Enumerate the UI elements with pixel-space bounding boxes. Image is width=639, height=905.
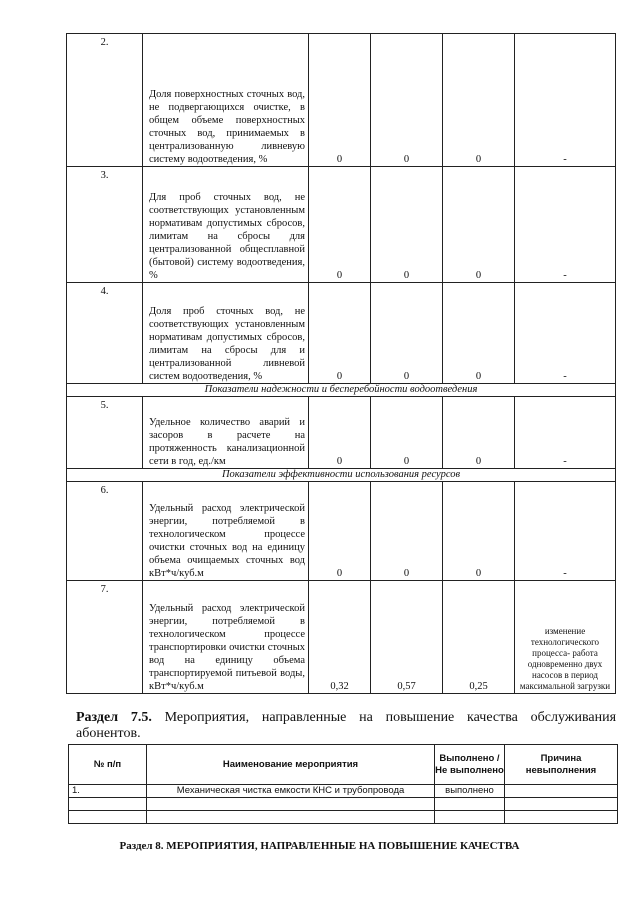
value-cell: 0 bbox=[371, 167, 443, 283]
value-cell: 0 bbox=[443, 34, 515, 167]
measure-reason bbox=[505, 785, 618, 798]
measures-table bbox=[68, 744, 618, 824]
empty-cell bbox=[505, 798, 618, 811]
table-row bbox=[67, 283, 616, 384]
table-row bbox=[67, 581, 616, 694]
reason-cell: - bbox=[515, 482, 616, 581]
value-cell: 0 bbox=[443, 167, 515, 283]
empty-cell bbox=[435, 811, 505, 824]
empty-cell bbox=[147, 811, 435, 824]
indicator-description: Доля проб сточных вод, не соответствующих установленным нормативам допустимых сбросов, лимитам на сбросы для и централизованной ливневой систем водоотведения, % bbox=[143, 283, 309, 384]
reason-cell: - bbox=[515, 34, 616, 167]
measure-status: выполнено bbox=[435, 785, 505, 798]
value-cell: 0 bbox=[443, 283, 515, 384]
table-row bbox=[69, 811, 618, 824]
value-cell: 0 bbox=[309, 482, 371, 581]
empty-cell bbox=[69, 798, 147, 811]
row-number: 6. bbox=[67, 482, 143, 581]
row-number: 3. bbox=[67, 167, 143, 283]
reason-cell: - bbox=[515, 167, 616, 283]
indicator-description: Удельный расход электрической энергии, потребляемой в технологическом процессе очистки сточных вод на единицу объема очищаемых сточных вод кВт*ч/куб.м bbox=[143, 482, 309, 581]
row-number: 4. bbox=[67, 283, 143, 384]
row-number: 1. bbox=[69, 785, 147, 798]
value-cell: 0 bbox=[443, 482, 515, 581]
table-row bbox=[69, 785, 618, 798]
reason-cell: изменение технологического процесса- работа одновременно двух насосов в период максимальной загрузки bbox=[515, 581, 616, 694]
section-row bbox=[67, 384, 616, 397]
header-done: Выполнено / Не выполнено bbox=[435, 745, 505, 785]
header-name: Наименование мероприятия bbox=[147, 745, 435, 785]
row-number: 7. bbox=[67, 581, 143, 694]
header-reason: Причина невыполнения bbox=[505, 745, 618, 785]
value-cell: 0 bbox=[443, 397, 515, 469]
reason-cell: - bbox=[515, 283, 616, 384]
section-label: Раздел 7.5. bbox=[76, 710, 152, 725]
section-text: Мероприятия, направленные на повышение качества обслуживания абонентов. bbox=[76, 710, 617, 741]
indicator-description: Для проб сточных вод, не соответствующих установленным нормативам допустимых сбросов, лимитам на сбросы для централизованной общесплавной (бытовой) систему водоотведения, % bbox=[143, 167, 309, 283]
section-7-5-heading bbox=[76, 710, 616, 742]
measure-name: Механическая чистка емкости КНС и трубопровода bbox=[147, 785, 435, 798]
value-cell: 0 bbox=[371, 283, 443, 384]
empty-cell bbox=[505, 811, 618, 824]
reason-cell: - bbox=[515, 397, 616, 469]
value-cell: 0 bbox=[309, 34, 371, 167]
table-row bbox=[67, 397, 616, 469]
value-cell: 0 bbox=[309, 397, 371, 469]
table-row bbox=[69, 798, 618, 811]
value-cell: 0,25 bbox=[443, 581, 515, 694]
value-cell: 0 bbox=[309, 167, 371, 283]
indicator-description: Удельный расход электрической энергии, потребляемой в технологическом процессе транспортировки очистки сточных вод на единицу объема транспортируемой питьевой воды, кВт*ч/куб.м bbox=[143, 581, 309, 694]
value-cell: 0 bbox=[309, 283, 371, 384]
section-heading-efficiency: Показатели эффективности использования ресурсов bbox=[67, 469, 616, 482]
indicator-description: Доля поверхностных сточных вод, не подвергающихся очистке, в общем объеме поверхностных сточных вод, принимаемых в централизованную ливневую систему водоотведения, % bbox=[143, 34, 309, 167]
table-row bbox=[67, 482, 616, 581]
table-row bbox=[67, 34, 616, 167]
row-number: 2. bbox=[67, 34, 143, 167]
section-row bbox=[67, 469, 616, 482]
empty-cell bbox=[69, 811, 147, 824]
indicators-table bbox=[66, 33, 616, 694]
indicator-description: Удельное количество аварий и засоров в расчете на протяженность канализационной сети в год, ед./км bbox=[143, 397, 309, 469]
value-cell: 0 bbox=[371, 397, 443, 469]
value-cell: 0 bbox=[371, 482, 443, 581]
row-number: 5. bbox=[67, 397, 143, 469]
empty-cell bbox=[147, 798, 435, 811]
section-heading-reliability: Показатели надежности и бесперебойности водоотведения bbox=[67, 384, 616, 397]
value-cell: 0 bbox=[371, 34, 443, 167]
value-cell: 0,32 bbox=[309, 581, 371, 694]
value-cell: 0,57 bbox=[371, 581, 443, 694]
table-header-row bbox=[69, 745, 618, 785]
section-8-heading: Раздел 8. МЕРОПРИЯТИЯ, НАПРАВЛЕННЫЕ НА ПОВЫШЕНИЕ КАЧЕСТВА bbox=[119, 840, 520, 852]
table-row bbox=[67, 167, 616, 283]
header-num: № п/п bbox=[69, 745, 147, 785]
empty-cell bbox=[435, 798, 505, 811]
